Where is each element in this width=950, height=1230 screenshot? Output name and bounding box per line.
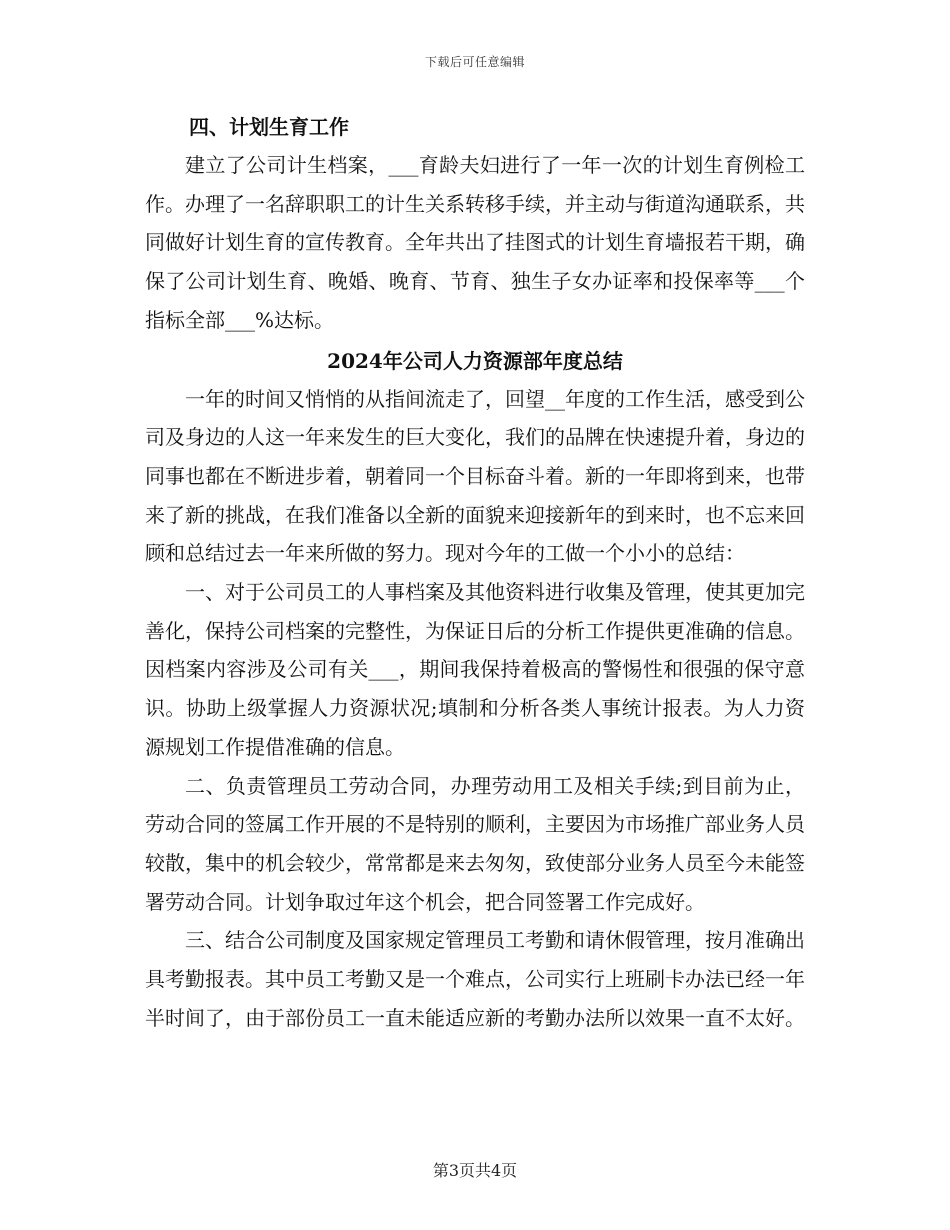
summary-title: 2024年公司人力资源部年度总结 [327, 348, 623, 373]
paragraph-labor-contracts: 二、负责管理员工劳动合同，办理劳动用工及相关手续;到目前为止，劳动合同的签属工作开展的不是特别的顺利，主要因为市场推广部业务人员较散，集中的机会较少，常常都是来去匆匆，致使部分业务人员至今未能签署劳动合同。计划争取过年这个机会，把合同签署工作完成好。 [145, 773, 805, 914]
paragraph-family-planning: 建立了公司计生档案，___育龄夫妇进行了一年一次的计划生育例检工作。办理了一名辞职职工的计生关系转移手续，并主动与街道沟通联系，共同做好计划生育的宣传教育。全年共出了挂图式的计划生育墙报若干期，确保了公司计划生育、晚婚、晚育、节育、独生子女办证率和投保率等___个指标全部___%达标。 [145, 153, 805, 332]
paragraph-attendance: 三、结合公司制度及国家规定管理员工考勤和请休假管理，按月准确出具考勤报表。其中员工考勤又是一个难点，公司实行上班刷卡办法已经一年半时间了，由于部份员工一直未能适应新的考勤办法所以效果一直不太好。 [145, 928, 805, 1030]
header-note: 下载后可任意编辑 [424, 55, 525, 69]
paragraph-intro: 一年的时间又悄悄的从指间流走了，回望__年度的工作生活，感受到公司及身边的人这一年来发生的巨大变化，我们的品牌在快速提升着，身边的同事也都在不断进步着，朝着同一个目标奋斗着。新的一年即将到来，也带来了新的挑战，在我们准备以全新的面貌来迎接新年的到来时，也不忘来回顾和总结过去一年来所做的努力。现对今年的工做一个小小的总结： [145, 386, 805, 566]
page-number: 第3页共4页 [432, 1161, 518, 1180]
paragraph-personnel-files: 一、对于公司员工的人事档案及其他资料进行收集及管理，使其更加完善化，保持公司档案的完整性，为保证日后的分析工作提供更准确的信息。因档案内容涉及公司有关___，期间我保持着极高的警惕性和很强的保守意识。协助上级掌握人力资源状况;填制和分析各类人事统计报表。为人力资源规划工作提借准确的信息。 [145, 580, 805, 759]
section-heading-family-planning: 四、计划生育工作 [189, 115, 349, 139]
document-body [145, 108, 805, 1037]
